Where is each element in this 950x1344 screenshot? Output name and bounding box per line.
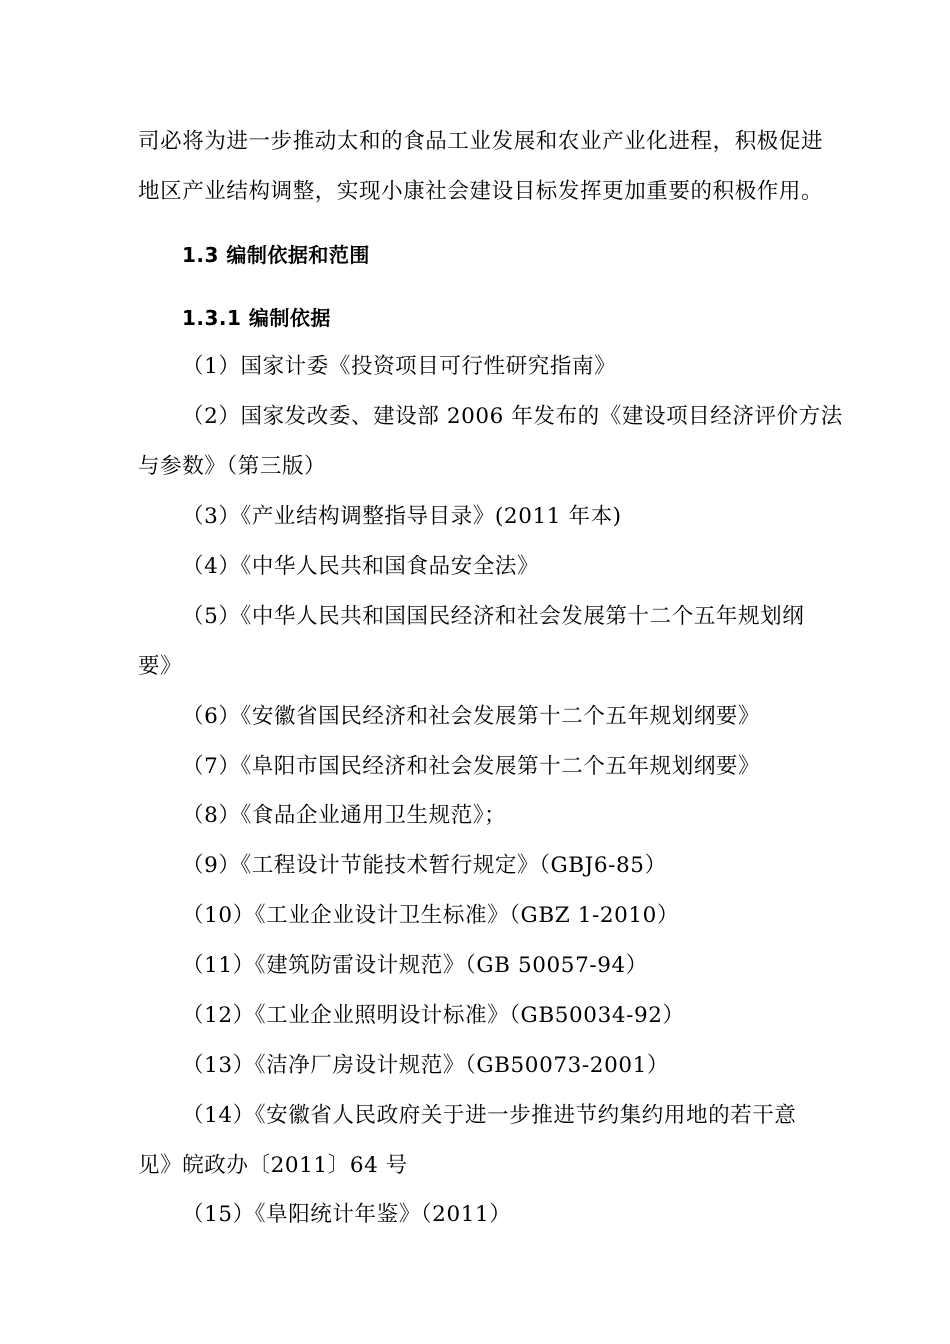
subsection-heading: 1.3.1 编制依据 [182, 306, 331, 330]
reference-item-9: （9）《工程设计节能技术暂行规定》（GBJ6-85） [182, 853, 667, 878]
reference-item-14-continuation: 见》皖政办〔2011〕64 号 [138, 1153, 408, 1178]
reference-item-7: （7）《阜阳市国民经济和社会发展第十二个五年规划纲要》 [182, 754, 761, 779]
reference-item-2-continuation: 与参数》（第三版） [138, 454, 327, 479]
reference-item-13: （13）《洁净厂房设计规范》（GB50073-2001） [182, 1053, 670, 1078]
reference-item-2: （2）国家发改委、建设部 2006 年发布的《建设项目经济评价方法 [182, 404, 843, 429]
reference-item-3: （3）《产业结构调整指导目录》(2011 年本) [182, 504, 622, 529]
reference-item-5-continuation: 要》 [138, 654, 183, 679]
intro-paragraph-line-2: 地区产业结构调整，实现小康社会建设目标发挥更加重要的积极作用。 [138, 179, 824, 204]
reference-item-14: （14）《安徽省人民政府关于进一步推进节约集约用地的若干意 [182, 1103, 797, 1128]
reference-item-15: （15）《阜阳统计年鉴》（2011） [182, 1202, 512, 1227]
reference-item-4: （4）《中华人民共和国食品安全法》 [182, 554, 540, 579]
reference-item-11: （11）《建筑防雷设计规范》（GB 50057-94） [182, 953, 648, 978]
intro-paragraph-line-1: 司必将为进一步推动太和的食品工业发展和农业产业化进程，积极促进 [138, 129, 824, 154]
reference-item-1: （1）国家计委《投资项目可行性研究指南》 [182, 354, 617, 379]
reference-item-8: （8）《食品企业通用卫生规范》； [182, 803, 507, 828]
section-heading: 1.3 编制依据和范围 [182, 243, 370, 267]
reference-item-10: （10）《工业企业设计卫生标准》（GBZ 1-2010） [182, 903, 680, 928]
reference-item-6: （6）《安徽省国民经济和社会发展第十二个五年规划纲要》 [182, 704, 761, 729]
reference-item-12: （12）《工业企业照明设计标准》（GB50034-92） [182, 1003, 685, 1028]
reference-item-5: （5）《中华人民共和国国民经济和社会发展第十二个五年规划纲 [182, 604, 805, 629]
